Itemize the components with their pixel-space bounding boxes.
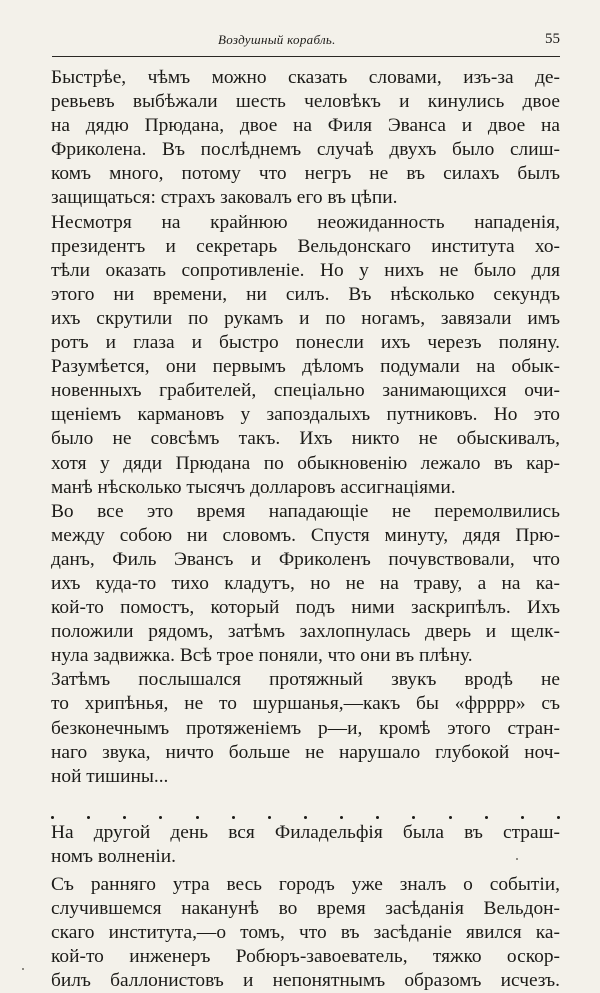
text-line: Быстрѣе, чѣмъ можно сказать словами, изъ-за де-: [51, 67, 560, 88]
page-number: 55: [545, 31, 560, 47]
separator-dot: [557, 816, 560, 819]
text-line: Во все это время нападающіе не перемолвились: [51, 500, 560, 522]
separator-dot: [123, 816, 126, 819]
text-line: щеніемъ кармановъ у запоздалыхъ путниковъ. Но это: [51, 404, 560, 426]
separator-dot: [304, 816, 307, 819]
separator-dot: [376, 816, 379, 819]
separator-dot: [485, 816, 488, 819]
text-line: на дядю Прюдана, двое на Филя Эванса и двое на: [51, 115, 560, 137]
text-line: скаго института,—о томъ, что въ засѣданіе явился ка-: [51, 922, 560, 944]
paragraph-5: [51, 821, 560, 869]
text-line: было не совсѣмъ такъ. Ихъ никто не обыскивалъ,: [51, 428, 560, 450]
separator-dot: [87, 816, 90, 819]
text-line: комъ много, потому что негръ не въ силахъ былъ: [51, 163, 560, 185]
text-line: новенныхъ грабителей, спеціально занимающихся очи-: [51, 380, 560, 402]
text-line: ихъ скрутили по рукамъ и по ногамъ, завязали имъ: [51, 307, 560, 329]
text-line: безконечнымъ протяженіемъ р—и, кромѣ этого стран-: [51, 717, 560, 739]
text-line: положили рядомъ, затѣмъ захлопнулась дверь и щелк-: [51, 621, 560, 643]
text-line: ревьевъ выбѣжали шесть человѣкъ и кинулись двое: [51, 91, 560, 113]
separator-dot: [268, 816, 271, 819]
separator-dot: [232, 816, 235, 819]
text-line: номъ волненіи.: [51, 845, 176, 867]
text-line: наго звука, ничто больше не нарушало глубокой ноч-: [51, 741, 560, 763]
text-line: Разумѣется, они первымъ дѣломъ подумали на обык-: [51, 356, 560, 378]
paper-speck: [22, 968, 24, 970]
text-line: между собою ни словомъ. Спустя минуту, дядя Прю-: [51, 524, 560, 546]
text-line: защищаться: страхъ заковалъ его въ цѣпи.: [51, 187, 398, 209]
text-line: На другой день вся Филадельфія была въ страш-: [51, 821, 560, 843]
paragraph-6: [51, 873, 560, 993]
text-line: ротъ и глаза и быстро понесли ихъ черезъ поляну.: [51, 332, 560, 354]
paper-speck: [516, 858, 518, 860]
text-line: хотя у дяди Прюдана по обыкновенію лежало въ кар-: [51, 452, 560, 474]
text-line: кой-то инженеръ Робюръ-завоеватель, тяжко оскор-: [51, 946, 560, 968]
text-line: тѣли оказать сопротивленіе. Но у нихъ не было для: [51, 259, 560, 281]
text-line: этого ни времени, ни силъ. Въ нѣсколько секундъ: [51, 283, 560, 305]
separator-dot: [521, 816, 524, 819]
text-line: случившемся наканунѣ во время засѣданія Вельдон-: [51, 898, 560, 920]
text-line: Съ ранняго утра весь городъ уже зналъ о событіи,: [51, 874, 560, 895]
separator-dot: [51, 816, 54, 819]
running-head: [0, 32, 600, 52]
paragraph-1: [51, 66, 560, 211]
text-line: то хрипѣнья, не то шуршанья,—какъ бы «фрррр» съ: [51, 693, 560, 715]
text-line: билъ баллонистовъ и непонятнымъ образомъ исчезъ.: [51, 970, 560, 992]
header-rule: [52, 56, 560, 57]
paragraph-2: [51, 211, 560, 500]
separator-dot: [340, 816, 343, 819]
separator-dot: [196, 816, 199, 819]
text-line: Несмотря на крайнюю неожиданность нападенія,: [51, 211, 560, 233]
body-text: [51, 66, 560, 993]
separator-dot: [449, 816, 452, 819]
text-line: данъ, Филь Эвансъ и Фриколенъ почувствовали, что: [51, 548, 560, 570]
separator-dot: [159, 816, 162, 819]
separator-dot: [412, 816, 415, 819]
text-line: Затѣмъ послышался протяжный звукъ вродѣ не: [51, 669, 560, 691]
text-line: ихъ куда-то тихо кладутъ, но не на траву, а на ка-: [51, 572, 560, 594]
text-line: Фриколена. Въ послѣднемъ случаѣ двухъ было слиш-: [51, 139, 560, 161]
text-line: манѣ нѣсколько тысячъ долларовъ ассигнаціями.: [51, 476, 456, 498]
running-title: Воздушный корабль.: [218, 32, 336, 47]
paragraph-3: [51, 500, 560, 669]
section-separator: [51, 789, 560, 821]
text-line: ной тишины...: [51, 765, 169, 787]
text-line: кой-то помостъ, который подъ ними заскрипѣлъ. Ихъ: [51, 597, 560, 619]
text-line: президентъ и секретарь Вельдонскаго института хо-: [51, 235, 560, 257]
text-line: нула задвижка. Всѣ трое поняли, что они въ плѣну.: [51, 645, 473, 667]
paragraph-4: [51, 668, 560, 788]
